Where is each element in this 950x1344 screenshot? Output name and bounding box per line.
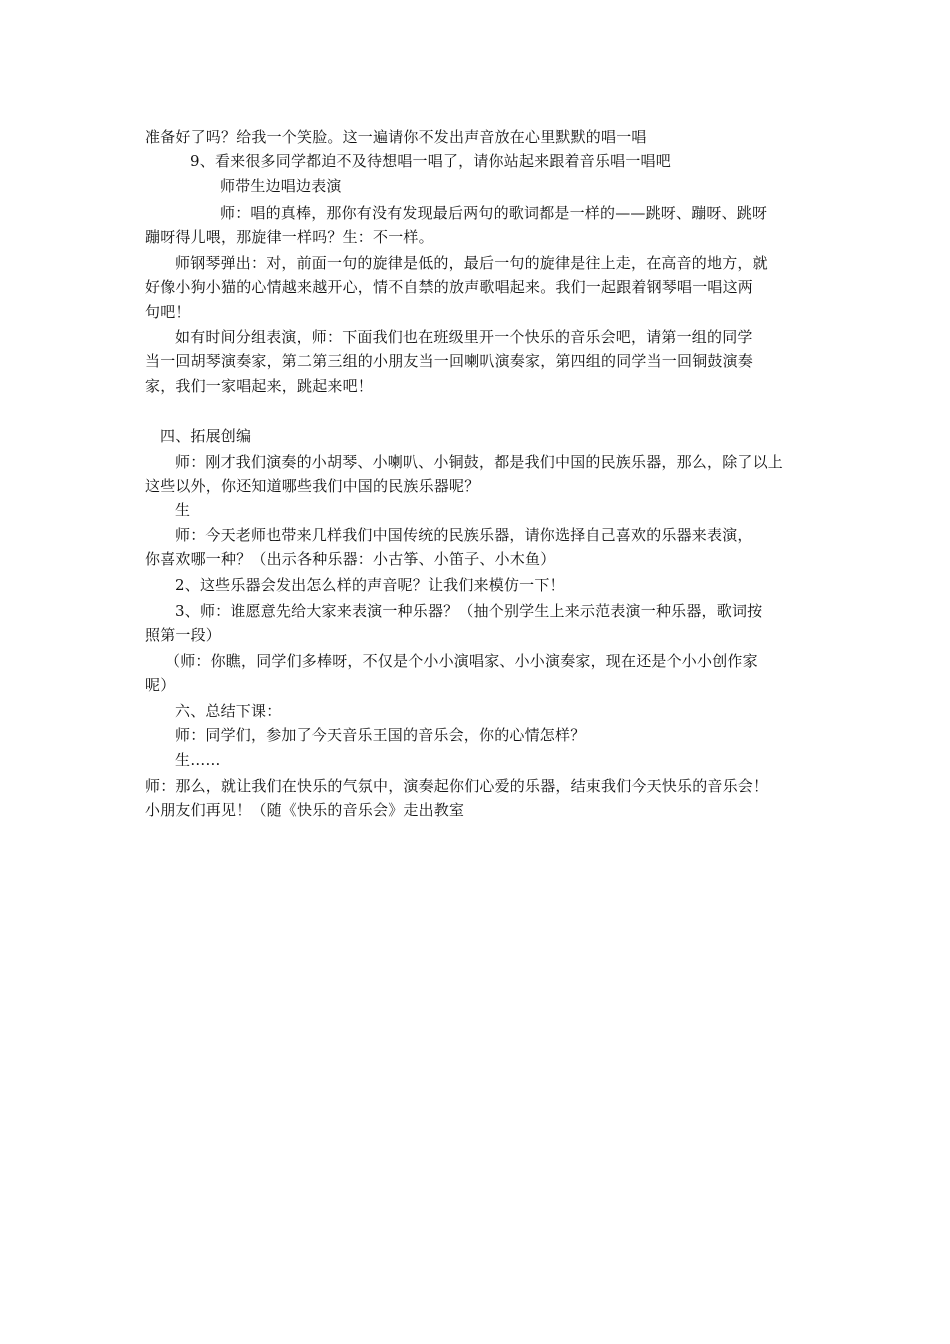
text-line: 当一回胡琴演奏家，第二第三组的小朋友当一回喇叭演奏家，第四组的同学当一回铜鼓演奏: [145, 352, 754, 370]
text-line: 句吧！: [145, 303, 191, 321]
text-line: 你喜欢哪一种？（出示各种乐器：小古筝、小笛子、小木鱼）: [145, 550, 556, 568]
text-line: 师：同学们，参加了今天音乐王国的音乐会，你的心情怎样？: [175, 726, 586, 744]
text-line: 这些以外，你还知道哪些我们中国的民族乐器呢？: [145, 477, 480, 495]
text-line: （师：你瞧，同学们多棒呀，不仅是个小小演唱家、小小演奏家，现在还是个小小创作家: [165, 652, 758, 670]
text-line: 小朋友们再见！（随《快乐的音乐会》走出教室: [145, 801, 465, 819]
text-line: 2、这些乐器会发出怎么样的声音呢？让我们来模仿一下！: [175, 576, 565, 594]
text-line: 准备好了吗？给我一个笑脸。这一遍请你不发出声音放在心里默默的唱一唱: [145, 128, 647, 146]
text-line: 如有时间分组表演，师：下面我们也在班级里开一个快乐的音乐会吧，请第一组的同学: [175, 328, 753, 346]
text-line: 师：刚才我们演奏的小胡琴、小喇叭、小铜鼓，都是我们中国的民族乐器，那么，除了以上: [175, 453, 784, 471]
text-line: 师：今天老师也带来几样我们中国传统的民族乐器，请你选择自己喜欢的乐器来表演，: [175, 526, 753, 544]
section-heading: 四、拓展创编: [160, 427, 252, 445]
text-line: 3、师：谁愿意先给大家来表演一种乐器？（抽个别学生上来示范表演一种乐器，歌词按: [175, 602, 763, 620]
text-line: 蹦呀得儿喂，那旋律一样吗？生：不一样。: [145, 228, 434, 246]
text-line: 师：那么，就让我们在快乐的气氛中，演奏起你们心爱的乐器，结束我们今天快乐的音乐会！: [145, 777, 769, 795]
text-line: 好像小狗小猫的心情越来越开心，情不自禁的放声歌唱起来。我们一起跟着钢琴唱一唱这两: [145, 278, 754, 296]
text-line: 照第一段）: [145, 626, 222, 644]
text-line: 家，我们一家唱起来，跳起来吧！: [145, 377, 374, 395]
text-line: 呢）: [145, 676, 176, 694]
text-line: 生……: [175, 751, 221, 769]
text-line: 师钢琴弹出：对，前面一句的旋律是低的，最后一句的旋律是往上走，在高音的地方，就: [175, 254, 768, 272]
text-line: 生: [175, 501, 191, 519]
text-line: 师：唱的真棒，那你有没有发现最后两句的歌词都是一样的——跳呀、蹦呀、跳呀: [220, 204, 768, 222]
text-line: 师带生边唱边表演: [220, 177, 342, 195]
text-line: 9、看来很多同学都迫不及待想唱一唱了，请你站起来跟着音乐唱一唱吧: [190, 152, 671, 170]
section-heading: 六、总结下课：: [175, 702, 282, 720]
